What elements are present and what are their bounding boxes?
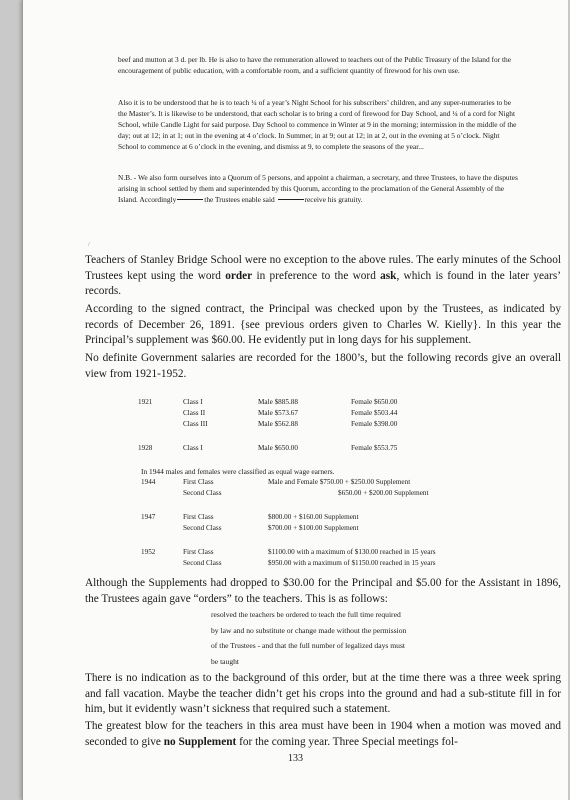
document-page	[22, 0, 568, 800]
year-1947: 1947	[141, 513, 156, 521]
order-line: of the Trustees - and that the full number of legalized days must	[211, 641, 406, 650]
year-1944: 1944	[141, 478, 156, 486]
female-cell: Female $553.75	[351, 444, 398, 452]
paragraph-5: There is no indication as to the background of this order, but at the time there was a three week spring and fall vacation. Maybe the teacher didn’t get his crops into the ground and had a sub-stitute fill in for him, but it evidently wasn’t sickness that required such a statement.	[85, 672, 561, 715]
supplement-cell: $650.00 + $200.00 Supplement	[338, 489, 429, 497]
male-cell: Male $650.00	[258, 444, 298, 452]
order-quote	[211, 607, 511, 669]
female-cell: Female $503.44	[351, 409, 398, 417]
stray-mark: /	[88, 242, 90, 248]
quote-paragraph-2: Also it is to be understood that he is to teach ¼ of a year’s Night School for his subscribers’ children, and any super-numeraries to be the Master’s. It is likewise to be understood, that each scholar is to bring a cord of firewood for Day School, and ¼ of a cord for Night School, while Candle Light for said purpose. Day School to commence in Winter at 9 in the morning; intermission in the middle of the day; out at 12; in at 1; out in the evening at 4 o’clock. In Summer, in at 9; out at 12; in at 2, out in the evening at 5 o’clock. Night School to commence at 6 o’clock in the evening, and dismiss at 9, to complete the seasons of the year...	[118, 98, 517, 151]
note-1944: In 1944 males and females were classified as equal wage earners.	[141, 467, 335, 476]
class-cell: Class I	[183, 398, 203, 406]
year-1921: 1921	[138, 398, 153, 406]
order-line: resolved the teachers be ordered to teach the full time required	[211, 610, 401, 619]
order-line: be taught	[211, 656, 240, 666]
supplement-cell: $950.00 with a maximum of $1150.00 reached in 15 years	[268, 559, 436, 567]
male-cell: Male $885.88	[258, 398, 298, 406]
class-cell: First Class	[183, 548, 214, 556]
class-cell: First Class	[183, 478, 214, 486]
year-1928: 1928	[138, 444, 153, 452]
female-cell: Female $650.00	[351, 398, 398, 406]
supplement-cell: Male and Female $750.00 + $250.00 Supplement	[268, 478, 411, 486]
paragraph-1: Teachers of Stanley Bridge School were no exception to the above rules. The early minutes of the School Trustees kept using the word order in preference to the word ask, which is found in the later years’ records.	[85, 254, 561, 297]
quote-paragraph-3: N.B. - We also form ourselves into a Quorum of 5 persons, and appoint a chairman, a secretary, and three Trustees, to have the disputes arising in school settled by them and superintended by this Quorum, according to the proclamation of the General Assembly of the Island. Accordingly the Trustees enable said receive his gratuity.	[118, 173, 518, 204]
female-cell: Female $398.00	[351, 420, 398, 428]
class-cell: Second Class	[183, 524, 222, 532]
paragraph-2: According to the signed contract, the Principal was checked upon by the Trustees, as indicated by records of December 26, 1891. {see previous orders given to Charles W. Kielly}. In this year the Principal’s supplement was $60.00. He evidently put in long days for his supplement.	[85, 303, 561, 346]
male-cell: Male $573.67	[258, 409, 298, 417]
blank-line	[177, 198, 203, 200]
class-cell: Second Class	[183, 559, 222, 567]
paragraph-6: The greatest blow for the teachers in this area must have been in 1904 when a motion was moved and seconded to give no Supplement for the coming year. Three Special meetings fol-	[85, 720, 561, 748]
blank-line	[278, 198, 304, 200]
class-cell: Class II	[183, 409, 206, 417]
male-cell: Male $562.88	[258, 420, 298, 428]
year-1952: 1952	[141, 548, 156, 556]
page-number: 133	[288, 753, 303, 764]
class-cell: First Class	[183, 513, 214, 521]
supplement-cell: $800.00 + $160.00 Supplement	[268, 513, 359, 521]
class-cell: Class I	[183, 444, 203, 452]
supplement-cell: $1100.00 with a maximum of $130.00 reached in 15 years	[268, 548, 436, 556]
paragraph-4: Although the Supplements had dropped to $30.00 for the Principal and $5.00 for the Assistant in 1896, the Trustees again gave “orders” to the teachers. This is as follows:	[85, 577, 561, 605]
class-cell: Class III	[183, 420, 208, 428]
order-line: by law and no substitute or change made without the permission	[211, 625, 407, 635]
paragraph-3: No definite Government salaries are recorded for the 1800’s, but the following records give an overall view from 1921-1952.	[85, 352, 561, 380]
quote-paragraph-1: beef and mutton at 3 d. per lb. He is also to have the remuneration allowed to teachers out of the Public Treasury of the Island for the encouragement of public education, with a comfortable room, and a sufficient quantity of firewood for his own use.	[118, 55, 512, 75]
class-cell: Second Class	[183, 489, 222, 497]
supplement-cell: $700.00 + $100.00 Supplement	[268, 524, 359, 532]
